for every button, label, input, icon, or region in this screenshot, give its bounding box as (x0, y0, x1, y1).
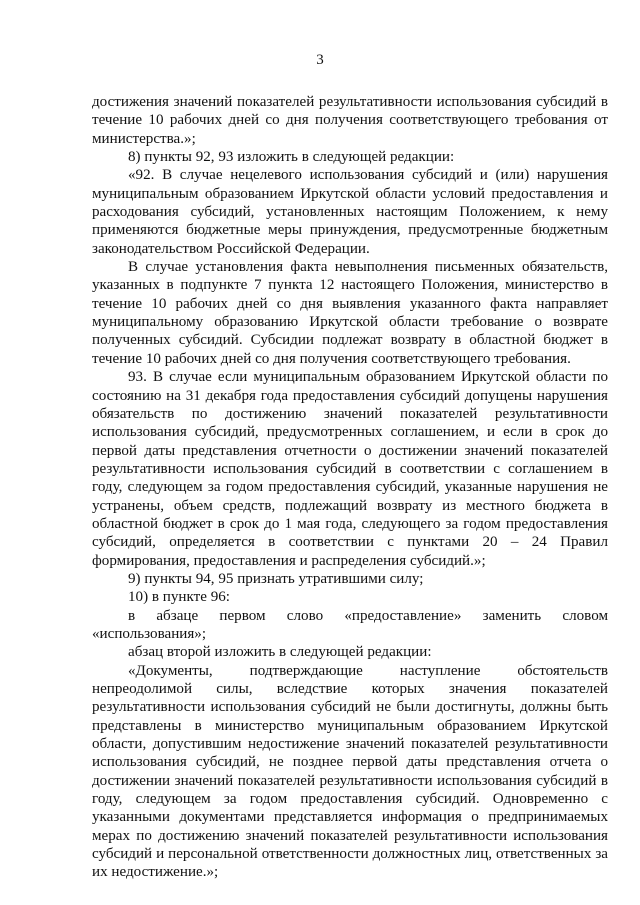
paragraph-item-8: 8) пункты 92, 93 изложить в следующей редакции: (128, 149, 455, 166)
document-body (92, 93, 608, 882)
paragraph-point-93: 93. В случае если муниципальным образованием Иркутской области по состоянию на 31 декабря года предоставления субсидий допущены нарушения обязательств по достижению значений показателей результативности использования субсидий, предусмотренных соглашением, и если в срок до первой даты представления отчетности о достижении значений показателей результативности использования субсидий в соответствии с соглашением в году, следующем за годом предоставления субсидий, указанные нарушения не устранены, объем средств, подлежащий возврату из местного бюджета в областной бюджет в срок до 1 мая года, следующего за годом предоставления субсидий, определяется в соответствии с пунктами 20 – 24 Правил формирования, предоставления и распределения субсидий.»; (92, 369, 608, 569)
paragraph-second-abzac-intro: абзац второй изложить в следующей редакции: (128, 644, 432, 661)
paragraph-point-92: «92. В случае нецелевого использования субсидий и (или) нарушения муниципальным образованием Иркутской области условий предоставления и расходования субсидий, установленных настоящим Положением, к нему применяются бюджетные меры принуждения, предусмотренные бюджетным законодательством Российской Федерации. (92, 167, 608, 257)
paragraph-continuation: достижения значений показателей результативности использования субсидий в течение 10 рабочих дней со дня получения соответствующего требования от министерства.»; (92, 94, 608, 147)
paragraph-first-abzac: в абзаце первом слово «предоставление» заменить словом «использования»; (92, 607, 608, 642)
paragraph-point-92-part-2: В случае установления факта невыполнения письменных обязательств, указанных в подпункте 7 пункта 12 настоящего Положения, министерство в течение 10 рабочих дней со дня выявления указанного факта направляет муниципальному образованию Иркутской области требование о возврате полученных субсидий. Субсидии подлежат возврату в областной бюджет в течение 10 рабочих дней со дня получения соответствующего требования. (92, 259, 608, 367)
page-number: 3 (316, 52, 324, 68)
paragraph-documents: «Документы, подтверждающие наступление обстоятельств непреодолимой силы, вследствие которых значения показателей результативности использования субсидий не были достигнуты, должны быть представлены в министерство муниципальным образованием Иркутской области, допустившим недостижение значений показателей результативности использования субсидий, не позднее первой даты представления отчета о достижении значений показателей результативности использования субсидий в году, следующем за годом предоставления субсидий. Одновременно с указанными документами представляется информация о предпринимаемых мерах по достижению значений показателей результативности использования субсидий и персональной ответственности должностных лиц, ответственных за их недостижение.»; (92, 662, 608, 881)
paragraph-item-9: 9) пункты 94, 95 признать утратившими силу; (128, 570, 424, 587)
paragraph-item-10: 10) в пункте 96: (128, 589, 230, 606)
